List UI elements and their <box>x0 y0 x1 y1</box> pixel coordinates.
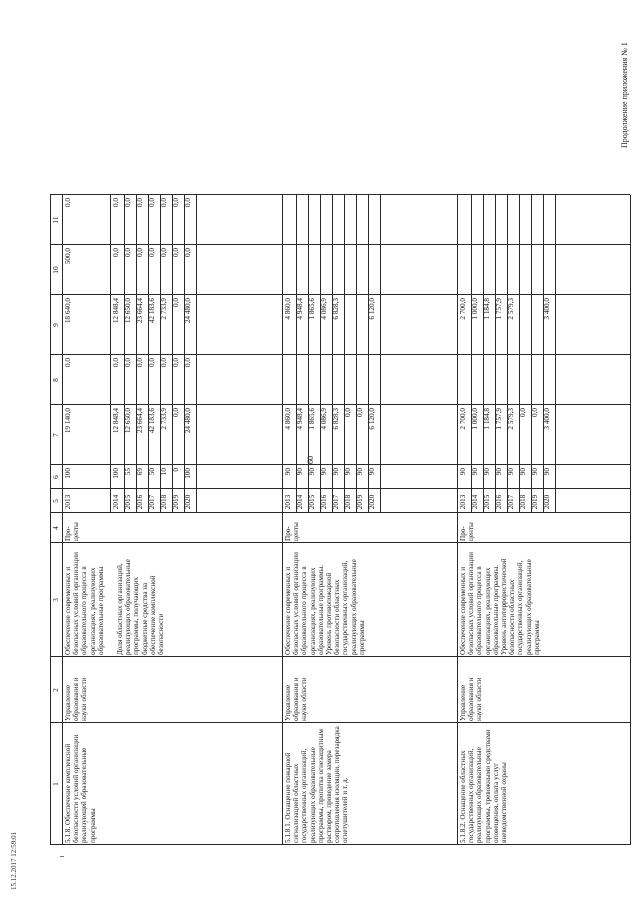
table-cell-c11: 0,0 <box>124 198 132 207</box>
table-cell-c7: 2 700,0 <box>459 408 467 430</box>
table-cell-year: 2014 <box>471 494 479 510</box>
table-cell-c8 <box>531 358 543 404</box>
table-cell-c8: 0,0 <box>172 358 180 367</box>
measure-name: 5.1.8.1. Оснащение пожарной сигнализацией областных государственных организаций, реализующих образовательные программы, пропитка огнезащитным раствором, проведение замера сопротивления изоляции, перезарядка огнетушителей и т. д. <box>284 726 350 843</box>
table-cell-c11 <box>284 198 296 244</box>
table-cell-target: 55 <box>124 468 132 476</box>
table-cell-year: 2015 <box>308 494 316 510</box>
unit-label: Про-центы <box>64 522 81 541</box>
table-rule <box>50 195 51 845</box>
table-rule <box>196 195 197 513</box>
table-cell-year: 2020 <box>184 494 192 510</box>
column-number: 5 <box>51 499 60 503</box>
table-rule <box>50 844 630 845</box>
table-cell-c11: 0,0 <box>148 198 156 207</box>
table-cell-year: 2018 <box>519 494 527 510</box>
table-cell-target: 90 <box>308 468 316 476</box>
table-cell-target: 50 <box>148 468 156 476</box>
table-cell-target: 90 <box>507 468 515 476</box>
table-cell-c11: 0,0 <box>172 198 180 207</box>
table-cell-c11: 0,0 <box>136 198 144 207</box>
table-cell-c9: 6 120,0 <box>368 298 376 320</box>
table-cell-year: 2017 <box>332 494 340 510</box>
table-cell-target: 90 <box>368 468 376 476</box>
table-cell-year: 2020 <box>368 494 376 510</box>
table-cell-year: 2015 <box>483 494 491 510</box>
table-cell-c7: 1 865,6 <box>308 408 316 430</box>
measure-name: 5.1.8. Обеспечение комплексной безопасности условий организации реализующей образовательные программы <box>64 734 97 843</box>
table-cell-year: 2015 <box>124 494 132 510</box>
table-cell-c7: 3 400,0 <box>543 408 551 430</box>
appendix-label: Продолжение приложения № 1 <box>620 42 629 148</box>
scan-mark <box>60 856 64 857</box>
table-rule <box>457 195 458 845</box>
table-cell-c10: 0,0 <box>184 248 192 257</box>
table-cell-c8 <box>368 358 380 404</box>
table-cell-c9: 4 086,9 <box>320 298 328 320</box>
table-cell-c10 <box>459 248 471 294</box>
table-cell-year: 2018 <box>160 494 168 510</box>
table-rule <box>110 195 111 513</box>
unit-label: Про-центы <box>459 522 476 541</box>
table-rule <box>630 195 631 845</box>
table-cell-c10 <box>471 248 483 294</box>
table-cell-c7: 4 860,0 <box>284 408 292 430</box>
table-cell-c9: 4 860,0 <box>284 298 292 320</box>
table-cell-c7: 4 948,4 <box>296 408 304 430</box>
table-cell-c11: 0,0 <box>64 198 72 207</box>
table-cell-c10: 0,0 <box>124 248 132 257</box>
table-cell-c11 <box>495 198 507 244</box>
table-cell-year: 2014 <box>296 494 304 510</box>
table-cell-c7: 0,0 <box>172 408 180 417</box>
column-number: 8 <box>51 378 60 382</box>
table-grid <box>50 155 630 845</box>
table-cell-c7: 19 140,0 <box>64 408 72 434</box>
table-cell-target: 90 <box>483 468 491 476</box>
table-cell-target: 90 <box>356 468 364 476</box>
table-cell-c7: 6 828,3 <box>332 408 340 430</box>
table-cell-c9: 18 640,0 <box>64 298 72 324</box>
table-cell-c7: 0,0 <box>356 408 364 417</box>
table-cell-c8: 0,0 <box>112 358 120 367</box>
table-cell-c9 <box>356 298 368 354</box>
table-cell-c11 <box>459 198 471 244</box>
table-cell-target: 90 <box>320 468 328 476</box>
table-cell-target: 90 <box>471 468 479 476</box>
table-cell-c10 <box>531 248 543 294</box>
table-cell-c8 <box>296 358 308 404</box>
column-number: 1 <box>51 782 60 786</box>
table-cell-target: 100 <box>64 468 72 479</box>
table-cell-c11: 0,0 <box>112 198 120 207</box>
table-cell-c9: 4 948,4 <box>296 298 304 320</box>
table-cell-c8 <box>344 358 356 404</box>
table-cell-c8: 0,0 <box>64 358 72 367</box>
table-cell-c8: 0,0 <box>184 358 192 367</box>
table-cell-c7: 23 664,4 <box>136 408 144 434</box>
table-cell-c11 <box>308 198 320 244</box>
table-cell-c7: 1 184,8 <box>483 408 491 430</box>
column-number: 9 <box>51 323 60 327</box>
print-timestamp: 15.12.2017 12:59:01 <box>10 831 18 890</box>
table-cell-c11 <box>471 198 483 244</box>
table-cell-c10 <box>356 248 368 294</box>
table-cell-target: 90 <box>344 468 352 476</box>
table-cell-year: 2019 <box>531 494 539 510</box>
table-cell-year: 2020 <box>543 494 551 510</box>
table-cell-c8: 0,0 <box>148 358 156 367</box>
table-cell-c10: 0,0 <box>148 248 156 257</box>
table-cell-c7: 0,0 <box>531 408 539 417</box>
table-cell-year: 2017 <box>148 494 156 510</box>
column-number: 4 <box>51 526 60 530</box>
table-cell-c7: 4 086,9 <box>320 408 328 430</box>
table-cell-c11 <box>483 198 495 244</box>
page-number: 60 <box>306 456 315 464</box>
column-number: 6 <box>51 475 60 479</box>
table-cell-c10: 0,0 <box>136 248 144 257</box>
table-cell-year: 2013 <box>284 494 292 510</box>
table-cell-c10 <box>320 248 332 294</box>
table-cell-year: 2014 <box>112 494 120 510</box>
indicator-text: Доля областных организаций, реализующих образовательные программы, получающих бюджетные средства на обеспечение комплексной безопасности <box>116 559 166 655</box>
table-cell-year: 2019 <box>172 494 180 510</box>
indicator-text: Обеспечение современных и безопасных условий организации образовательного процесса в организациях, реализующих образовательные программы. Уровень противопожарной безопасности областных государственных организаций, реализующих образовательные программы <box>284 552 366 655</box>
table-cell-c11 <box>344 198 356 244</box>
table-cell-c8: 0,0 <box>160 358 168 367</box>
table-cell-c9: 3 400,0 <box>543 298 551 320</box>
executor: Управление образования и науки области <box>284 677 309 721</box>
column-number: 2 <box>51 688 60 692</box>
table-cell-c10 <box>344 248 356 294</box>
executor: Управление образования и науки области <box>459 677 484 721</box>
table-cell-c11 <box>296 198 308 244</box>
table-cell-target: 90 <box>531 468 539 476</box>
table-cell-c11: 0,0 <box>184 198 192 207</box>
table-cell-c9: 12 848,4 <box>112 298 120 324</box>
table-cell-c7: 2 579,3 <box>507 408 515 430</box>
table-cell-c7: 0,0 <box>344 408 352 417</box>
table-cell-c7: 0,0 <box>519 408 527 417</box>
table-cell-c8 <box>459 358 471 404</box>
table-cell-c10 <box>332 248 344 294</box>
table-cell-year: 2013 <box>459 494 467 510</box>
column-number: 11 <box>51 216 60 224</box>
table-cell-c8 <box>320 358 332 404</box>
table-cell-c8 <box>356 358 368 404</box>
unit-label: Про-центы <box>284 522 301 541</box>
table-cell-c8 <box>543 358 555 404</box>
table-cell-year: 2018 <box>344 494 352 510</box>
table-cell-c7: 12 650,0 <box>124 408 132 434</box>
table-cell-c10 <box>296 248 308 294</box>
table-cell-target: 90 <box>284 468 292 476</box>
table-cell-target: 100 <box>112 468 120 479</box>
table-cell-target: 90 <box>519 468 527 476</box>
table-cell-target: 90 <box>495 468 503 476</box>
table-cell-c10 <box>368 248 380 294</box>
table-cell-c9: 6 828,3 <box>332 298 340 320</box>
table-cell-c10: 0,0 <box>112 248 120 257</box>
table-cell-c8 <box>483 358 495 404</box>
indicator-text: Обеспечение современных и безопасных условий организации образовательного процесса в организациях, реализующих образовательные программы <box>64 552 105 655</box>
table-rule <box>50 656 630 657</box>
table-cell-c7: 2 733,9 <box>160 408 168 430</box>
table-rule <box>50 542 630 543</box>
table-rule <box>50 722 630 723</box>
table-cell-year: 2013 <box>64 494 72 510</box>
table-cell-c11 <box>356 198 368 244</box>
table-cell-c11 <box>368 198 380 244</box>
table-cell-target: 100 <box>184 468 192 479</box>
table-cell-c9: 1 184,8 <box>483 298 491 320</box>
table-cell-c10: 0,0 <box>160 248 168 257</box>
table-cell-c10 <box>507 248 519 294</box>
table-cell-target: 0 <box>172 468 180 472</box>
table-cell-c9: 1 000,0 <box>471 298 479 320</box>
table-cell-target: 90 <box>543 468 551 476</box>
table-cell-c8 <box>507 358 519 404</box>
table-cell-year: 2016 <box>495 494 503 510</box>
budget-table <box>50 155 630 845</box>
table-cell-c9 <box>519 298 531 354</box>
table-cell-c10 <box>483 248 495 294</box>
table-cell-c8 <box>332 358 344 404</box>
table-cell-c9: 0,0 <box>172 298 180 307</box>
column-number: 3 <box>51 598 60 602</box>
table-cell-c10 <box>543 248 555 294</box>
table-cell-c8 <box>471 358 483 404</box>
table-cell-c8 <box>495 358 507 404</box>
table-cell-c10 <box>308 248 320 294</box>
table-cell-target: 69 <box>136 468 144 476</box>
table-cell-c10: 500,0 <box>64 248 72 265</box>
table-cell-c8: 0,0 <box>124 358 132 367</box>
table-cell-c9: 42 183,6 <box>148 298 156 324</box>
table-cell-c9: 1 757,9 <box>495 298 503 320</box>
table-cell-c9: 2 733,9 <box>160 298 168 320</box>
table-cell-c11 <box>332 198 344 244</box>
table-cell-c9 <box>531 298 543 354</box>
table-cell-c9 <box>344 298 356 354</box>
column-number: 7 <box>51 433 60 437</box>
table-cell-year: 2016 <box>136 494 144 510</box>
table-cell-c8 <box>308 358 320 404</box>
table-cell-c10 <box>495 248 507 294</box>
table-cell-c10: 0,0 <box>172 248 180 257</box>
table-rule <box>62 195 63 845</box>
table-cell-target: 10 <box>160 468 168 476</box>
table-cell-c11 <box>531 198 543 244</box>
measure-name: 5.1.8.2. Оснащение областных государственных организаций, реализующих образовательные программы, тревожными средствами оповещения, оплата услуг вневедомственной охраны <box>459 729 509 843</box>
table-cell-year: 2017 <box>507 494 515 510</box>
table-cell-target: 90 <box>296 468 304 476</box>
table-cell-c9: 2 579,3 <box>507 298 515 320</box>
table-cell-c8 <box>284 358 296 404</box>
table-cell-c8: 0,0 <box>136 358 144 367</box>
table-cell-c7: 1 000,0 <box>471 408 479 430</box>
executor: Управление образования и науки области <box>64 677 89 721</box>
table-cell-c11 <box>507 198 519 244</box>
table-cell-c10 <box>284 248 296 294</box>
table-cell-c7: 1 757,9 <box>495 408 503 430</box>
table-cell-c11 <box>320 198 332 244</box>
table-rule <box>555 195 556 513</box>
table-cell-c8 <box>519 358 531 404</box>
table-cell-c7: 42 183,6 <box>148 408 156 434</box>
table-cell-c9: 24 480,0 <box>184 298 192 324</box>
table-cell-year: 2016 <box>320 494 328 510</box>
table-rule <box>380 195 381 513</box>
table-cell-c7: 12 848,4 <box>112 408 120 434</box>
table-cell-c7: 24 480,0 <box>184 408 192 434</box>
table-cell-year: 2019 <box>356 494 364 510</box>
indicator-text: Обеспечение современных и безопасных условий организации образовательного процесса в организациях, реализующих образовательные программы. Уровень антитеррористической безопасности областных государственных организаций, реализующих образовательные программы <box>459 552 541 655</box>
table-cell-c9: 23 664,4 <box>136 298 144 324</box>
table-cell-target: 90 <box>459 468 467 476</box>
table-cell-c11: 0,0 <box>160 198 168 207</box>
table-cell-c9: 1 865,6 <box>308 298 316 320</box>
column-number: 10 <box>51 266 60 274</box>
table-cell-c9: 2 700,0 <box>459 298 467 320</box>
table-cell-c9: 12 650,0 <box>124 298 132 324</box>
table-cell-target: 90 <box>332 468 340 476</box>
table-cell-c7: 6 120,0 <box>368 408 376 430</box>
table-cell-c11 <box>519 198 531 244</box>
table-cell-c10 <box>519 248 531 294</box>
table-cell-c11 <box>543 198 555 244</box>
table-rule <box>282 195 283 845</box>
